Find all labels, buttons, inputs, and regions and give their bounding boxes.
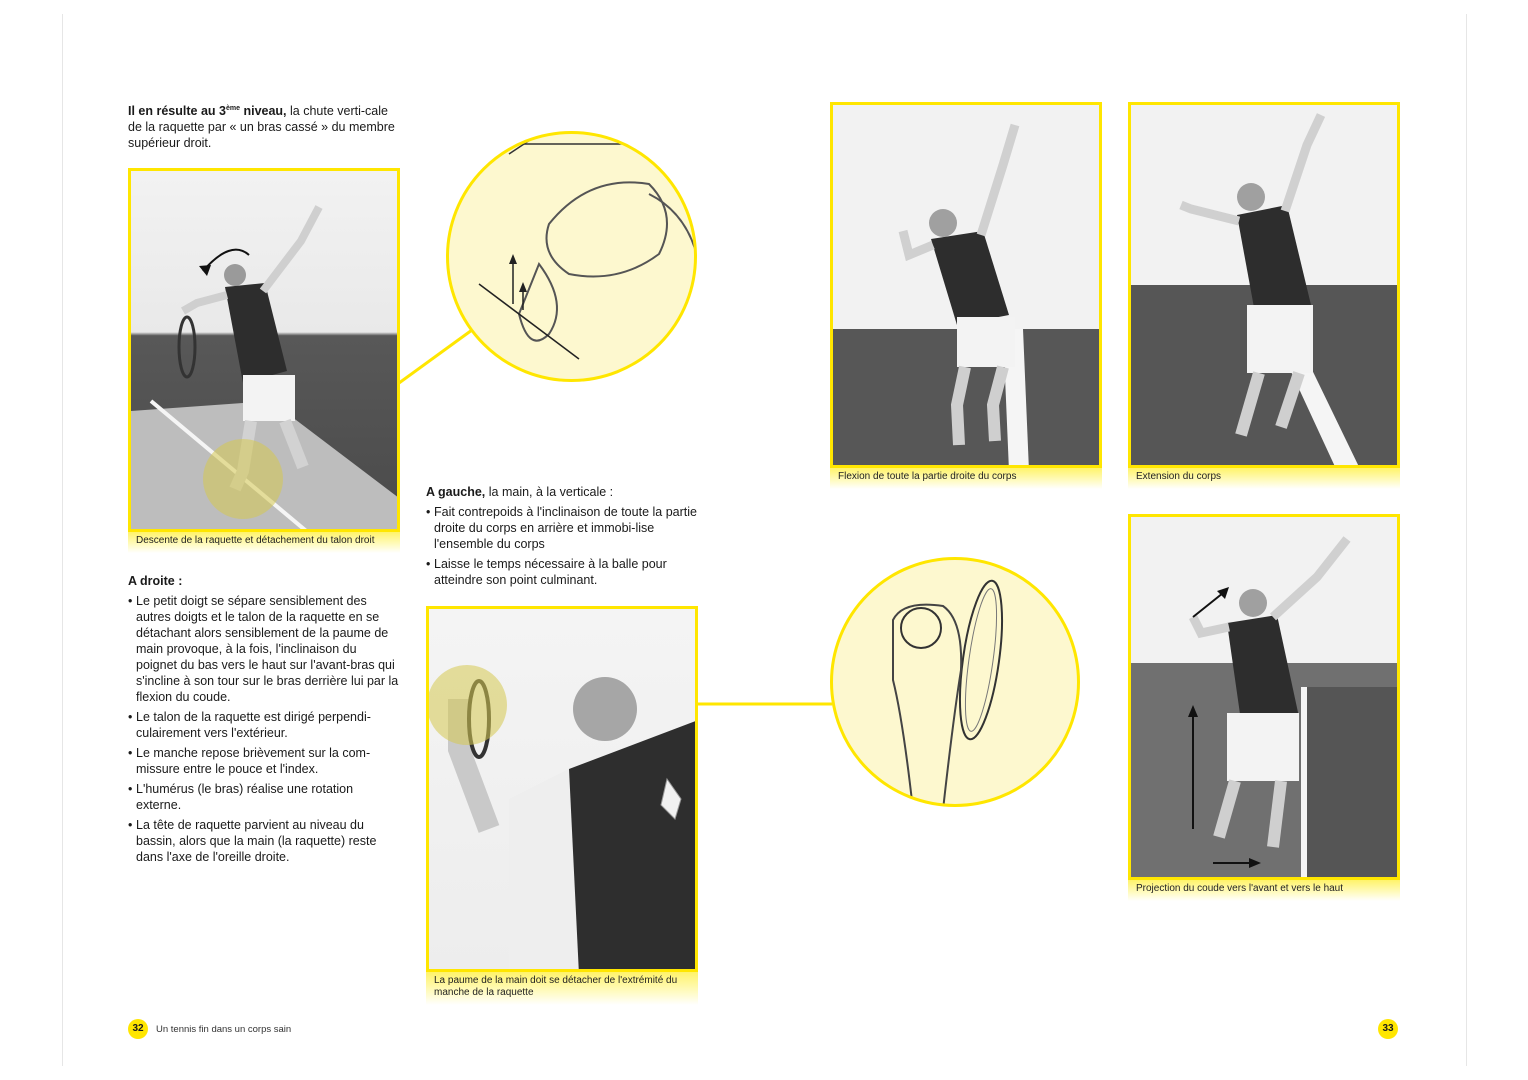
projection-figure — [1131, 517, 1400, 880]
list-item: • La tête de raquette parvient au niveau du bassin, alors que la main (la raquette) reste dans l'axe de l'oreille droite. — [128, 817, 400, 865]
photo-extension — [1128, 102, 1400, 468]
photo-hand-release — [426, 606, 698, 972]
foot-highlight — [203, 439, 283, 519]
zoom-circle-hand — [830, 557, 1080, 807]
caption-photo-5: Projection du coude vers l'avant et vers le haut — [1128, 880, 1400, 901]
intro-rest: la chute verti-cale de la raquette par « un bras cassé » du membre supérieur droit. — [128, 104, 395, 151]
hand-sketch — [833, 560, 1080, 807]
list-item: • Le petit doigt se sépare sensiblement des autres doigts et le talon de la raquette en se détachant alors sensiblement de la paume de main provoque, à la fois, l'inclinaison du poignet du bas vers le haut sur l'avant-bras qui s'incline à son tour sur le bras derrière lui par la flexion du coude. — [128, 593, 400, 705]
extension-figure — [1131, 105, 1400, 468]
list-item: • L'humérus (le bras) réalise une rotation externe. — [128, 781, 400, 813]
page-number-right: 33 — [1378, 1019, 1398, 1039]
book-title: Un tennis fin dans un corps sain — [156, 1024, 292, 1035]
zoom-circle-foot — [446, 131, 697, 382]
photo-projection — [1128, 514, 1400, 880]
hand-release-figure — [429, 609, 698, 972]
a-droite-block — [128, 573, 400, 869]
hand-highlight — [427, 665, 507, 745]
list-item: • Le talon de la raquette est dirigé perpendi-culairement vers l'extérieur. — [128, 709, 400, 741]
intro-paragraph — [128, 101, 398, 151]
a-gauche-heading-bold: A gauche, — [426, 485, 486, 499]
intro-bold: Il en résulte au 3 — [128, 104, 226, 119]
list-item: • Laisse le temps nécessaire à la balle pour atteindre son point culminant. — [426, 556, 698, 588]
a-droite-heading: A droite : — [128, 574, 183, 588]
photo-serve-descent — [128, 168, 400, 532]
flexion-figure — [833, 105, 1102, 468]
list-item: • Le manche repose brièvement sur la com-missure entre le pouce et l'index. — [128, 745, 400, 777]
caption-photo-4: Extension du corps — [1128, 468, 1400, 489]
caption-photo-3: Flexion de toute la partie droite du corps — [830, 468, 1102, 489]
page-number-left: 32 — [128, 1019, 148, 1039]
caption-photo-1: Descente de la raquette et détachement du talon droit — [128, 532, 400, 553]
caption-photo-2: La paume de la main doit se détacher de l'extrémité du manche de la raquette — [426, 972, 698, 1005]
a-gauche-heading-rest: la main, à la verticale : — [485, 485, 614, 499]
a-gauche-list — [426, 504, 698, 588]
a-gauche-block — [426, 484, 698, 592]
list-item: • Fait contrepoids à l'inclinaison de toute la partie droite du corps en arrière et immobi-lise l'ensemble du corps — [426, 504, 698, 552]
intro-sup: ème — [225, 105, 240, 112]
intro-bold-2: niveau, — [239, 104, 287, 119]
foot-sketch — [449, 134, 697, 382]
a-droite-list — [128, 593, 400, 865]
photo-flexion — [830, 102, 1102, 468]
